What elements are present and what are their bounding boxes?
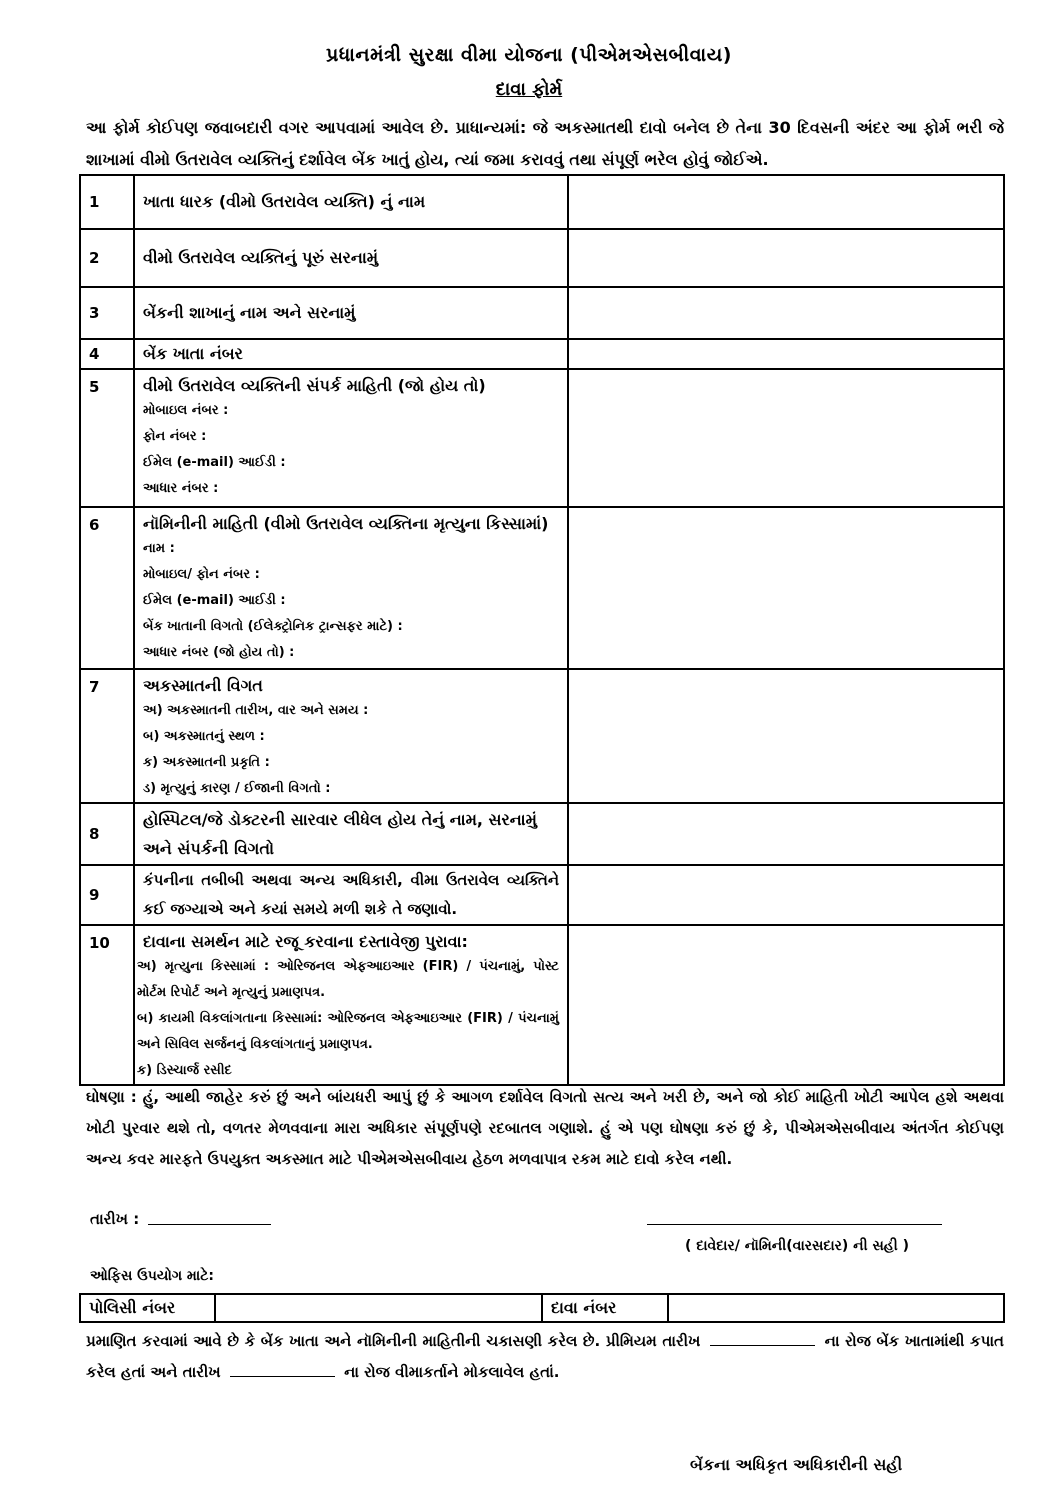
row-sub-item: બેંક ખાતાની વિગતો (ઈલેક્ટ્રોનિક ટ્રાન્સફર માટે) : — [143, 619, 403, 634]
table-row — [80, 669, 1004, 803]
table-row — [80, 229, 1004, 287]
row-sub-item: મોબાઇલ નંબર : — [143, 403, 229, 418]
row-sub-item: અ) અકસ્માતની તારીખ, વાર અને સમય : — [143, 703, 369, 718]
row-answer-field[interactable] — [568, 339, 1004, 369]
form-subtitle-text: દાવા ફોર્મ — [495, 79, 563, 100]
row-answer-field[interactable] — [568, 229, 1004, 287]
certification-part3: ના રોજ વીમાકર્તાને મોકલાવેલ હતાં. — [344, 1363, 560, 1381]
row-label: દાવાના સમર્થન માટે રજૂ કરવાના દસ્તાવેજી પુરાવા: — [143, 932, 468, 951]
table-row — [80, 925, 1004, 1085]
row-sub-item: અ) મૃત્યુના કિસ્સામાં : ઓરિજનલ એફઆઇઆર (FIR) / પંચનામું, પોસ્ટ મોર્ટમ રિપોર્ટ અને મૃત્યુનું પ્રમાણપત્ર. — [137, 959, 559, 1000]
row-number-text: 3 — [89, 304, 100, 322]
row-description — [134, 229, 568, 287]
office-use-label: ઓફિસ ઉપયોગ માટે: — [90, 1268, 214, 1284]
sent-date-field[interactable] — [230, 1361, 335, 1377]
row-label: વીમો ઉતરાવેલ વ્યક્તિની સંપર્ક માહિતી (જો હોય તો) — [143, 376, 486, 395]
row-description — [134, 369, 568, 507]
row-description — [134, 803, 568, 865]
policy-number-field[interactable] — [215, 1294, 542, 1322]
form-subtitle — [0, 79, 1058, 100]
row-description — [134, 669, 568, 803]
row-description — [134, 925, 568, 1085]
row-description — [134, 507, 568, 669]
row-number-text: 7 — [89, 678, 100, 696]
row-sub-item: ઈમેલ (e-mail) આઈડી : — [143, 455, 286, 470]
policy-number-label: પોલિસી નંબર — [80, 1294, 215, 1322]
row-number-text: 5 — [89, 378, 100, 396]
table-row — [80, 507, 1004, 669]
certification-text — [86, 1326, 1004, 1388]
office-use-table — [79, 1293, 1005, 1323]
row-number — [80, 925, 134, 1085]
intro-text: આ ફોર્મ કોઈપણ જવાબદારી વગર આપવામાં આવેલ છે. પ્રાધાન્યમાં: જે અકસ્માતથી દાવો બનેલ છે તેના 30 દિવસની અંદર આ ફોર્મ ભરી જે શાખામાં વીમો ઉતરાવેલ વ્યક્તિનું દર્શાવેલ બેંક ખાતું હોય, ત્યાં જમા કરાવવું તથા સંપૂર્ણ ભરેલ હોવું જોઈએ. — [86, 118, 1004, 169]
date-field[interactable] — [148, 1224, 271, 1225]
row-label: નૉમિનીની માહિતી (વીમો ઉતરાવેલ વ્યક્તિના મૃત્યુના કિસ્સામાં) — [143, 514, 549, 533]
row-sub-item: નામ : — [143, 541, 175, 556]
row-answer-field[interactable] — [568, 287, 1004, 339]
certification-part1: પ્રમાણિત કરવામાં આવે છે કે બેંક ખાતા અને નૉમિનીની માહિતીની ચકાસણી કરેલ છે. પ્રીમિયમ તારીખ — [86, 1332, 701, 1350]
claimant-signature-field[interactable] — [647, 1224, 942, 1225]
row-answer-field[interactable] — [568, 175, 1004, 229]
row-number — [80, 287, 134, 339]
row-label: બેંકની શાખાનું નામ અને સરનામું — [143, 303, 356, 322]
row-number — [80, 803, 134, 865]
row-description — [134, 287, 568, 339]
row-sub-item: ક) ડિસ્ચાર્જ રસીદ — [137, 1063, 232, 1078]
row-answer-field[interactable] — [568, 803, 1004, 865]
row-number — [80, 507, 134, 669]
claimant-signature-label: ( દાવેદાર/ નૉમિની(વારસદાર) ની સહી ) — [684, 1238, 910, 1254]
row-number — [80, 339, 134, 369]
row-sub-item: બ) કાયમી વિકલાંગતાના કિસ્સામાં: ઓરિજનલ એફઆઇઆર (FIR) / પંચનામું અને સિવિલ સર્જનનું વિકલાંગતાનું પ્રમાણપત્ર. — [137, 1011, 559, 1052]
row-sub-item: મોબાઇલ/ ફોન નંબર : — [143, 567, 260, 582]
bank-officer-signature-label: બેંકના અધિકૃત અધિકારીની સહી — [690, 1455, 903, 1474]
table-row — [80, 865, 1004, 925]
row-label: ખાતા ધારક (વીમો ઉતરાવેલ વ્યક્તિ) નું નામ — [143, 192, 426, 211]
row-number — [80, 229, 134, 287]
row-label: કંપનીના તબીબી અથવા અન્ય અધિકારી, વીમા ઉતરાવેલ વ્યક્તિને કઈ જગ્યાએ અને કયાં સમયે મળી શકે તે જણાવો. — [143, 871, 559, 918]
claim-number-field[interactable] — [668, 1294, 1004, 1322]
date-label: તારીખ : — [90, 1210, 140, 1228]
row-number — [80, 369, 134, 507]
row-number-text: 8 — [89, 825, 100, 843]
row-answer-field[interactable] — [568, 865, 1004, 925]
row-number-text: 4 — [89, 345, 100, 363]
row-label: અકસ્માતની વિગત — [143, 676, 263, 695]
row-sub-item: આધાર નંબર (જો હોય તો) : — [143, 645, 295, 660]
row-number-text: 9 — [89, 886, 100, 904]
row-number-text: 2 — [89, 249, 100, 267]
claim-details-table — [79, 174, 1005, 1086]
table-row — [80, 175, 1004, 229]
row-number-text: 6 — [89, 516, 100, 534]
row-description — [134, 175, 568, 229]
row-answer-field[interactable] — [568, 507, 1004, 669]
row-answer-field[interactable] — [568, 669, 1004, 803]
row-sub-item: ફોન નંબર : — [143, 429, 207, 444]
row-number — [80, 175, 134, 229]
row-sub-item: ડ) મૃત્યુનું કારણ / ઈજાની વિગતો : — [143, 781, 331, 796]
row-description — [134, 865, 568, 925]
certification-part2: ના રોજ બેંક ખાતામાંથી કપાત કરેલ હતાં અને તારીખ — [86, 1332, 1004, 1381]
row-sub-item: બ) અકસ્માતનું સ્થળ : — [143, 729, 265, 744]
row-answer-field[interactable] — [568, 369, 1004, 507]
row-number-text: 1 — [89, 193, 100, 211]
row-sub-item: આધાર નંબર : — [143, 481, 219, 496]
row-label: બેંક ખાતા નંબર — [143, 344, 243, 363]
table-row — [80, 369, 1004, 507]
row-sub-item: ક) અકસ્માતની પ્રકૃતિ : — [143, 755, 270, 770]
row-number — [80, 865, 134, 925]
premium-date-field[interactable] — [710, 1330, 815, 1346]
row-sub-item: ઈમેલ (e-mail) આઈડી : — [143, 593, 286, 608]
row-description — [134, 339, 568, 369]
row-label: વીમો ઉતરાવેલ વ્યક્તિનું પૂરું સરનામું — [143, 248, 379, 267]
row-answer-field[interactable] — [568, 925, 1004, 1085]
table-row — [80, 803, 1004, 865]
declaration-text: ઘોષણા : હું, આથી જાહેર કરું છું અને બાંયધરી આપું છું કે આગળ દર્શાવેલ વિગતો સત્ય અને ખરી છે, અને જો કોઈ માહિતી ખોટી આપેલ હશે અથવા ખોટી પુરવાર થશે તો, વળતર મેળવવાના મારા અધિકાર સંપૂર્ણપણે રદબાતલ ગણાશે. હું એ પણ ઘોષણા કરું છું કે, પીએમએસબીવાય અંતર્ગત કોઈપણ અન્ય કવર મારફતે ઉપયુક્ત અકસ્માત માટે પીએમએસબીવાય હેઠળ મળવાપાત્ર રકમ માટે દાવો કરેલ નથી. — [86, 1088, 1004, 1168]
table-row — [80, 287, 1004, 339]
row-number — [80, 669, 134, 803]
row-label: હોસ્પિટલ/જે ડોક્ટરની સારવાર લીધેલ હોય તેનું નામ, સરનામું અને સંપર્કની વિગતો — [143, 810, 537, 858]
form-title: પ્રધાનમંત્રી સુરક્ષા વીમા યોજના (પીએમએસબીવાય) — [326, 44, 732, 66]
table-row — [80, 339, 1004, 369]
claim-number-label: દાવા નંબર — [542, 1294, 668, 1322]
row-number-text: 10 — [89, 934, 110, 952]
